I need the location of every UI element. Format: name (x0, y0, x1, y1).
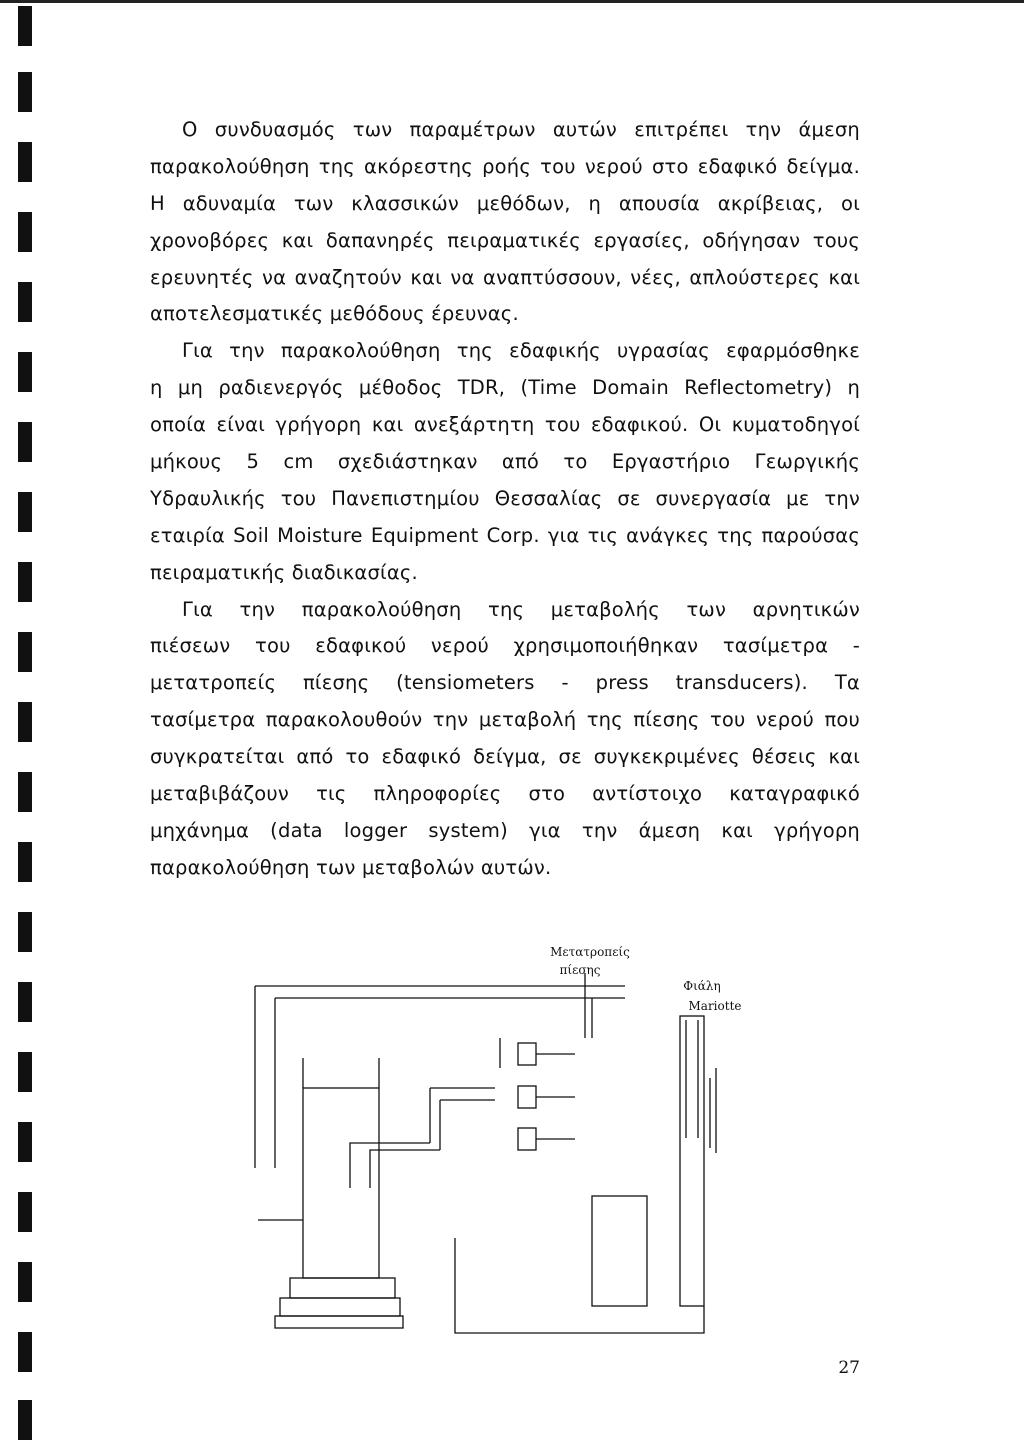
text-line: παρακολούθηση των μεταβολών αυτών. (150, 855, 552, 879)
text-line: παρακολούθηση της ακόρεστης ροής του νερού στο εδαφικό δείγμα. (150, 154, 860, 178)
text-line: τασίμετρα παρακολουθούν την μεταβολή της πίεσης του νερού που (150, 708, 860, 732)
binding-hole (18, 142, 32, 182)
text-line: Ο συνδυασμός των παραμέτρων αυτών επιτρέπει την άμεση (182, 118, 860, 141)
text-line: μηχάνημα (data logger system) για την άμεση και γρήγορη (150, 818, 860, 842)
binding-hole (18, 1052, 32, 1092)
binding-hole (18, 1400, 32, 1440)
text-line: Για την παρακολούθηση της εδαφικής υγρασίας εφαρμόσθηκε (182, 339, 860, 363)
text-line: εταιρία Soil Moisture Equipment Corp. για τις ανάγκες της παρούσας (150, 523, 860, 547)
text-line: χρονοβόρες και δαπανηρές πειραματικές εργασίες, οδήγησαν τους (150, 228, 860, 252)
label-bottle-line1: Φιάλη (683, 979, 721, 993)
binding-hole (18, 632, 32, 672)
text-line: μήκους 5 cm σχεδιάστηκαν από το Εργαστήριο Γεωργικής (150, 450, 860, 474)
text-line: η μη ραδιενεργός μέθοδος TDR, (Time Domain Reflectometry) η (150, 376, 860, 400)
binding-hole (18, 1262, 32, 1302)
text-line: Για την παρακολούθηση της μεταβολής των αρνητικών (182, 597, 860, 621)
binding-hole (18, 1192, 32, 1232)
binding-hole (18, 72, 32, 112)
page-number: 27 (838, 1358, 860, 1378)
text-line: μετατροπείς πίεσης (tensiometers - press transducers). Τα (150, 671, 860, 695)
binding-edge (0, 0, 60, 1449)
binding-hole (18, 282, 32, 322)
binding-hole (18, 492, 32, 532)
label-transducers-line2: πίεσης (559, 963, 601, 977)
text-line: Υδραυλικής του Πανεπιστημίου Θεσσαλίας σε συνεργασία με την (150, 486, 860, 510)
soil-column (258, 1058, 403, 1328)
text-line: πειραματικής διαδικασίας. (150, 560, 418, 584)
label-bottle-line2: Mariotte (688, 999, 742, 1013)
binding-hole (18, 212, 32, 252)
binding-hole (18, 982, 32, 1022)
tensiometer-lines (350, 1038, 500, 1188)
text-line: μεταβιβάζουν τις πληροφορίες στο αντίστοιχο καταγραφικό (150, 782, 860, 806)
binding-hole (18, 6, 32, 46)
text-line: πιέσεων του εδαφικού νερού χρησιμοποιήθηκαν τασίμετρα - (150, 634, 860, 658)
binding-hole (18, 772, 32, 812)
mariotte-bottle (455, 1016, 716, 1333)
binding-hole (18, 912, 32, 952)
binding-hole (18, 1122, 32, 1162)
binding-hole (18, 702, 32, 742)
binding-hole (18, 422, 32, 462)
text-line: συγκρατείται από το εδαφικό δείγμα, σε συγκεκριμένες θέσεις και (150, 745, 860, 769)
binding-hole (18, 352, 32, 392)
label-transducers-line1: Μετατροπείς (550, 945, 630, 959)
binding-hole (18, 562, 32, 602)
text-line: Η αδυναμία των κλασσικών μεθόδων, η απουσία ακρίβειας, οι (150, 191, 860, 215)
pressure-transducers (518, 1043, 575, 1150)
text-line: ερευνητές να αναζητούν και να αναπτύσσουν, νέες, απλούστερες και (150, 265, 860, 289)
binding-hole (18, 842, 32, 882)
setup-diagram (230, 938, 750, 1338)
binding-hole (18, 1332, 32, 1372)
text-line: αποτελεσματικές μεθόδους έρευνας. (150, 302, 519, 326)
body-text (150, 112, 860, 887)
top-border-line (0, 0, 1024, 3)
text-line: οποία είναι γρήγορη και ανεξάρτητη του εδαφικού. Οι κυματοδηγοί (150, 413, 860, 437)
